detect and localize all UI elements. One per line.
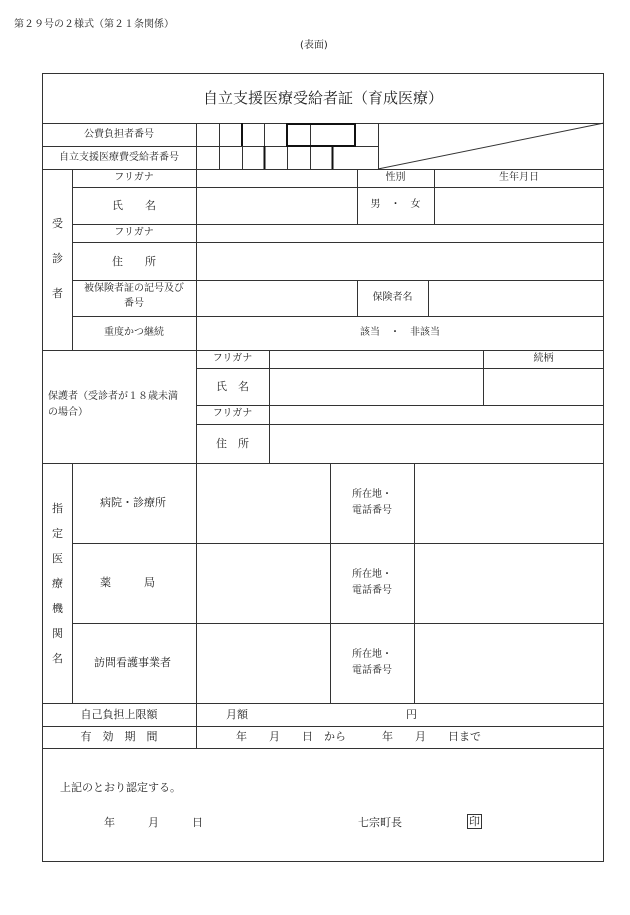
payer-number-label: 公費負担者番号 [84, 129, 154, 140]
hospital-location-label-line1: 所在地・ [352, 489, 392, 500]
validity-period-label: 有 効 期 間 [80, 730, 158, 743]
patient-section-char: 受 [52, 217, 63, 230]
sex-value: 男 ・ 女 [370, 199, 421, 210]
guardian-label-line2: の場合） [48, 407, 88, 418]
institution-section-char: 機 [52, 602, 63, 615]
validity-to: 年 月 日まで [382, 730, 481, 743]
birth-date-label: 生年月日 [499, 172, 539, 183]
severe-continuous-label: 重度かつ継続 [104, 327, 164, 338]
patient-section-char: 診 [52, 252, 63, 265]
guardian-name-label: 氏 名 [216, 380, 249, 393]
validity-from: 年 月 日 から [236, 730, 346, 743]
institution-section-char: 名 [52, 652, 63, 665]
form-number: 第２９号の２様式（第２１条関係） [14, 19, 174, 30]
hospital-clinic-label: 病院・診療所 [100, 496, 166, 509]
side-label: (表面) [300, 40, 328, 51]
institution-section-char: 定 [52, 527, 63, 540]
guardian-address-label: 住 所 [216, 437, 249, 450]
pharmacy-location-label-line1: 所在地・ [352, 569, 392, 580]
severe-continuous-value: 該当 ・ 非該当 [360, 327, 440, 338]
home-nursing-location-label-line2: 電話番号 [352, 665, 392, 676]
guardian-label-line1: 保護者（受診者が１８歳未満 [48, 391, 178, 402]
certification-statement: 上記のとおり認定する。 [60, 781, 181, 794]
institution-section-char: 医 [52, 552, 63, 565]
insurance-card-label-line2: 番号 [124, 298, 144, 309]
page-title: 自立支援医療受給者証（育成医療） [202, 89, 443, 107]
patient-furigana-label: フリガナ [114, 172, 154, 183]
institution-section-char: 療 [52, 577, 63, 590]
pharmacy-location-label-line2: 電話番号 [352, 585, 392, 596]
copay-limit-label: 自己負担上限額 [80, 708, 158, 721]
insurer-name-label: 保険者名 [372, 292, 413, 303]
certification-date: 年 月 日 [104, 816, 203, 829]
institution-section-char: 関 [52, 627, 63, 640]
home-nursing-location-label-line1: 所在地・ [352, 649, 392, 660]
patient-address-furigana-label: フリガナ [114, 227, 154, 238]
sex-label: 性別 [385, 172, 406, 183]
seal-mark: 印 [469, 815, 480, 828]
monthly-label: 月額 [226, 708, 248, 721]
patient-name-label: 氏 名 [112, 199, 156, 212]
patient-section-char: 者 [52, 287, 63, 300]
guardian-address-furigana-label: フリガナ [212, 408, 253, 419]
insurance-card-label-line1: 被保険者証の記号及び [84, 283, 184, 294]
home-nursing-label: 訪問看護事業者 [94, 656, 171, 669]
pharmacy-label: 薬 局 [100, 576, 155, 589]
mayor-title: 七宗町長 [358, 816, 402, 829]
recipient-number-label: 自立支援医療費受給者番号 [59, 152, 179, 163]
hospital-location-label-line2: 電話番号 [352, 505, 392, 516]
relation-label: 続柄 [533, 353, 554, 364]
patient-address-label: 住 所 [112, 255, 156, 268]
yen-label: 円 [406, 708, 417, 721]
institution-section-char: 指 [52, 502, 63, 515]
guardian-furigana-label: フリガナ [212, 353, 253, 364]
